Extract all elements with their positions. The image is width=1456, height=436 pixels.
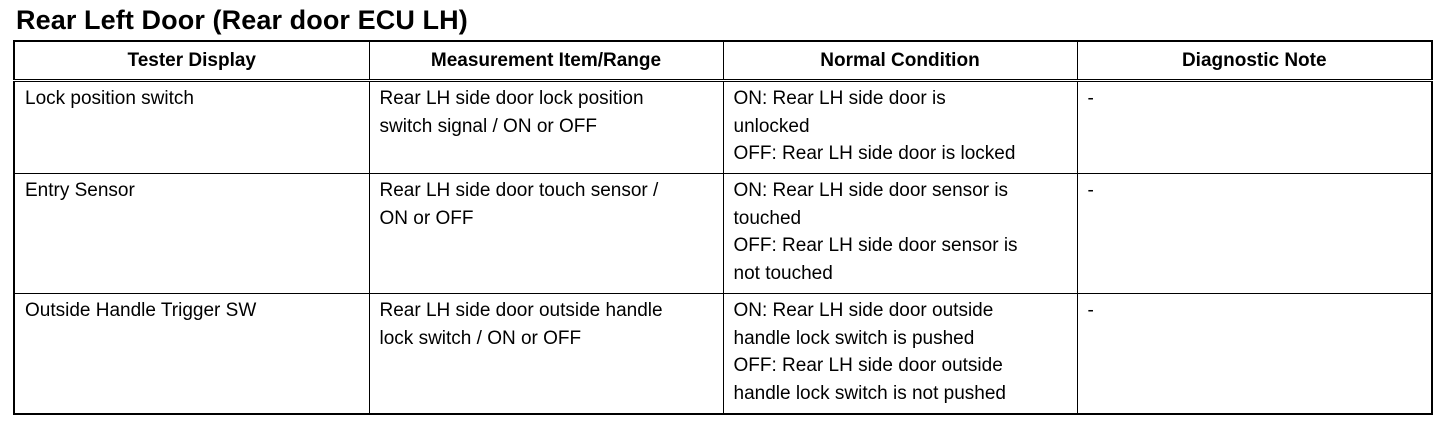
tester-display-text: Lock position switch (25, 88, 194, 109)
table-row (14, 174, 1432, 294)
normal-condition-cell (723, 81, 1077, 174)
measurement-text-line: Rear LH side door lock position (379, 88, 644, 109)
measurement-text-line: Rear LH side door outside handle (379, 300, 663, 321)
measurement-text-line: switch signal / ON or OFF (379, 115, 597, 137)
normal-condition-text-line: handle lock switch is pushed (733, 327, 975, 349)
tester-display-cell (14, 81, 369, 174)
diagnostic-note-cell (1077, 174, 1432, 294)
header-diagnostic-note: Diagnostic Note (1077, 41, 1432, 81)
diagnostic-note-cell (1077, 81, 1432, 174)
tester-display-cell (14, 174, 369, 294)
normal-condition-cell (723, 294, 1077, 415)
table-row (14, 81, 1432, 174)
diagnostic-note-text: - (1087, 300, 1094, 321)
tester-display-cell (14, 294, 369, 415)
table-row (14, 294, 1432, 415)
header-normal-condition: Normal Condition (723, 41, 1077, 81)
header-tester-display: Tester Display (14, 41, 369, 81)
measurement-text-line: Rear LH side door touch sensor / (379, 180, 659, 201)
normal-condition-text-line: OFF: Rear LH side door outside (733, 355, 1003, 376)
normal-condition-cell (723, 174, 1077, 294)
table-header-row (14, 41, 1432, 81)
measurement-text-line: lock switch / ON or OFF (379, 327, 582, 349)
normal-condition-text-line: handle lock switch is not pushed (733, 382, 1006, 404)
diagnostic-note-text: - (1087, 88, 1094, 109)
page-title: Rear Left Door (Rear door ECU LH) (16, 5, 468, 35)
normal-condition-text-line: ON: Rear LH side door is (733, 88, 946, 109)
tester-display-text: Entry Sensor (25, 180, 135, 201)
normal-condition-text-line: ON: Rear LH side door outside (733, 300, 994, 321)
normal-condition-text-line: not touched (733, 262, 833, 284)
normal-condition-text-line: OFF: Rear LH side door is locked (733, 143, 1016, 164)
header-measurement-item-range: Measurement Item/Range (369, 41, 723, 81)
diagnostic-note-cell (1077, 294, 1432, 415)
data-list-table (13, 40, 1433, 415)
normal-condition-text-line: unlocked (733, 115, 810, 137)
measurement-cell (369, 294, 723, 415)
measurement-cell (369, 81, 723, 174)
diagnostic-note-text: - (1087, 180, 1094, 201)
normal-condition-text-line: ON: Rear LH side door sensor is (733, 180, 1009, 201)
measurement-cell (369, 174, 723, 294)
normal-condition-text-line: OFF: Rear LH side door sensor is (733, 235, 1018, 256)
normal-condition-text-line: touched (733, 207, 802, 229)
measurement-text-line: ON or OFF (379, 207, 474, 229)
tester-display-text: Outside Handle Trigger SW (25, 300, 257, 321)
